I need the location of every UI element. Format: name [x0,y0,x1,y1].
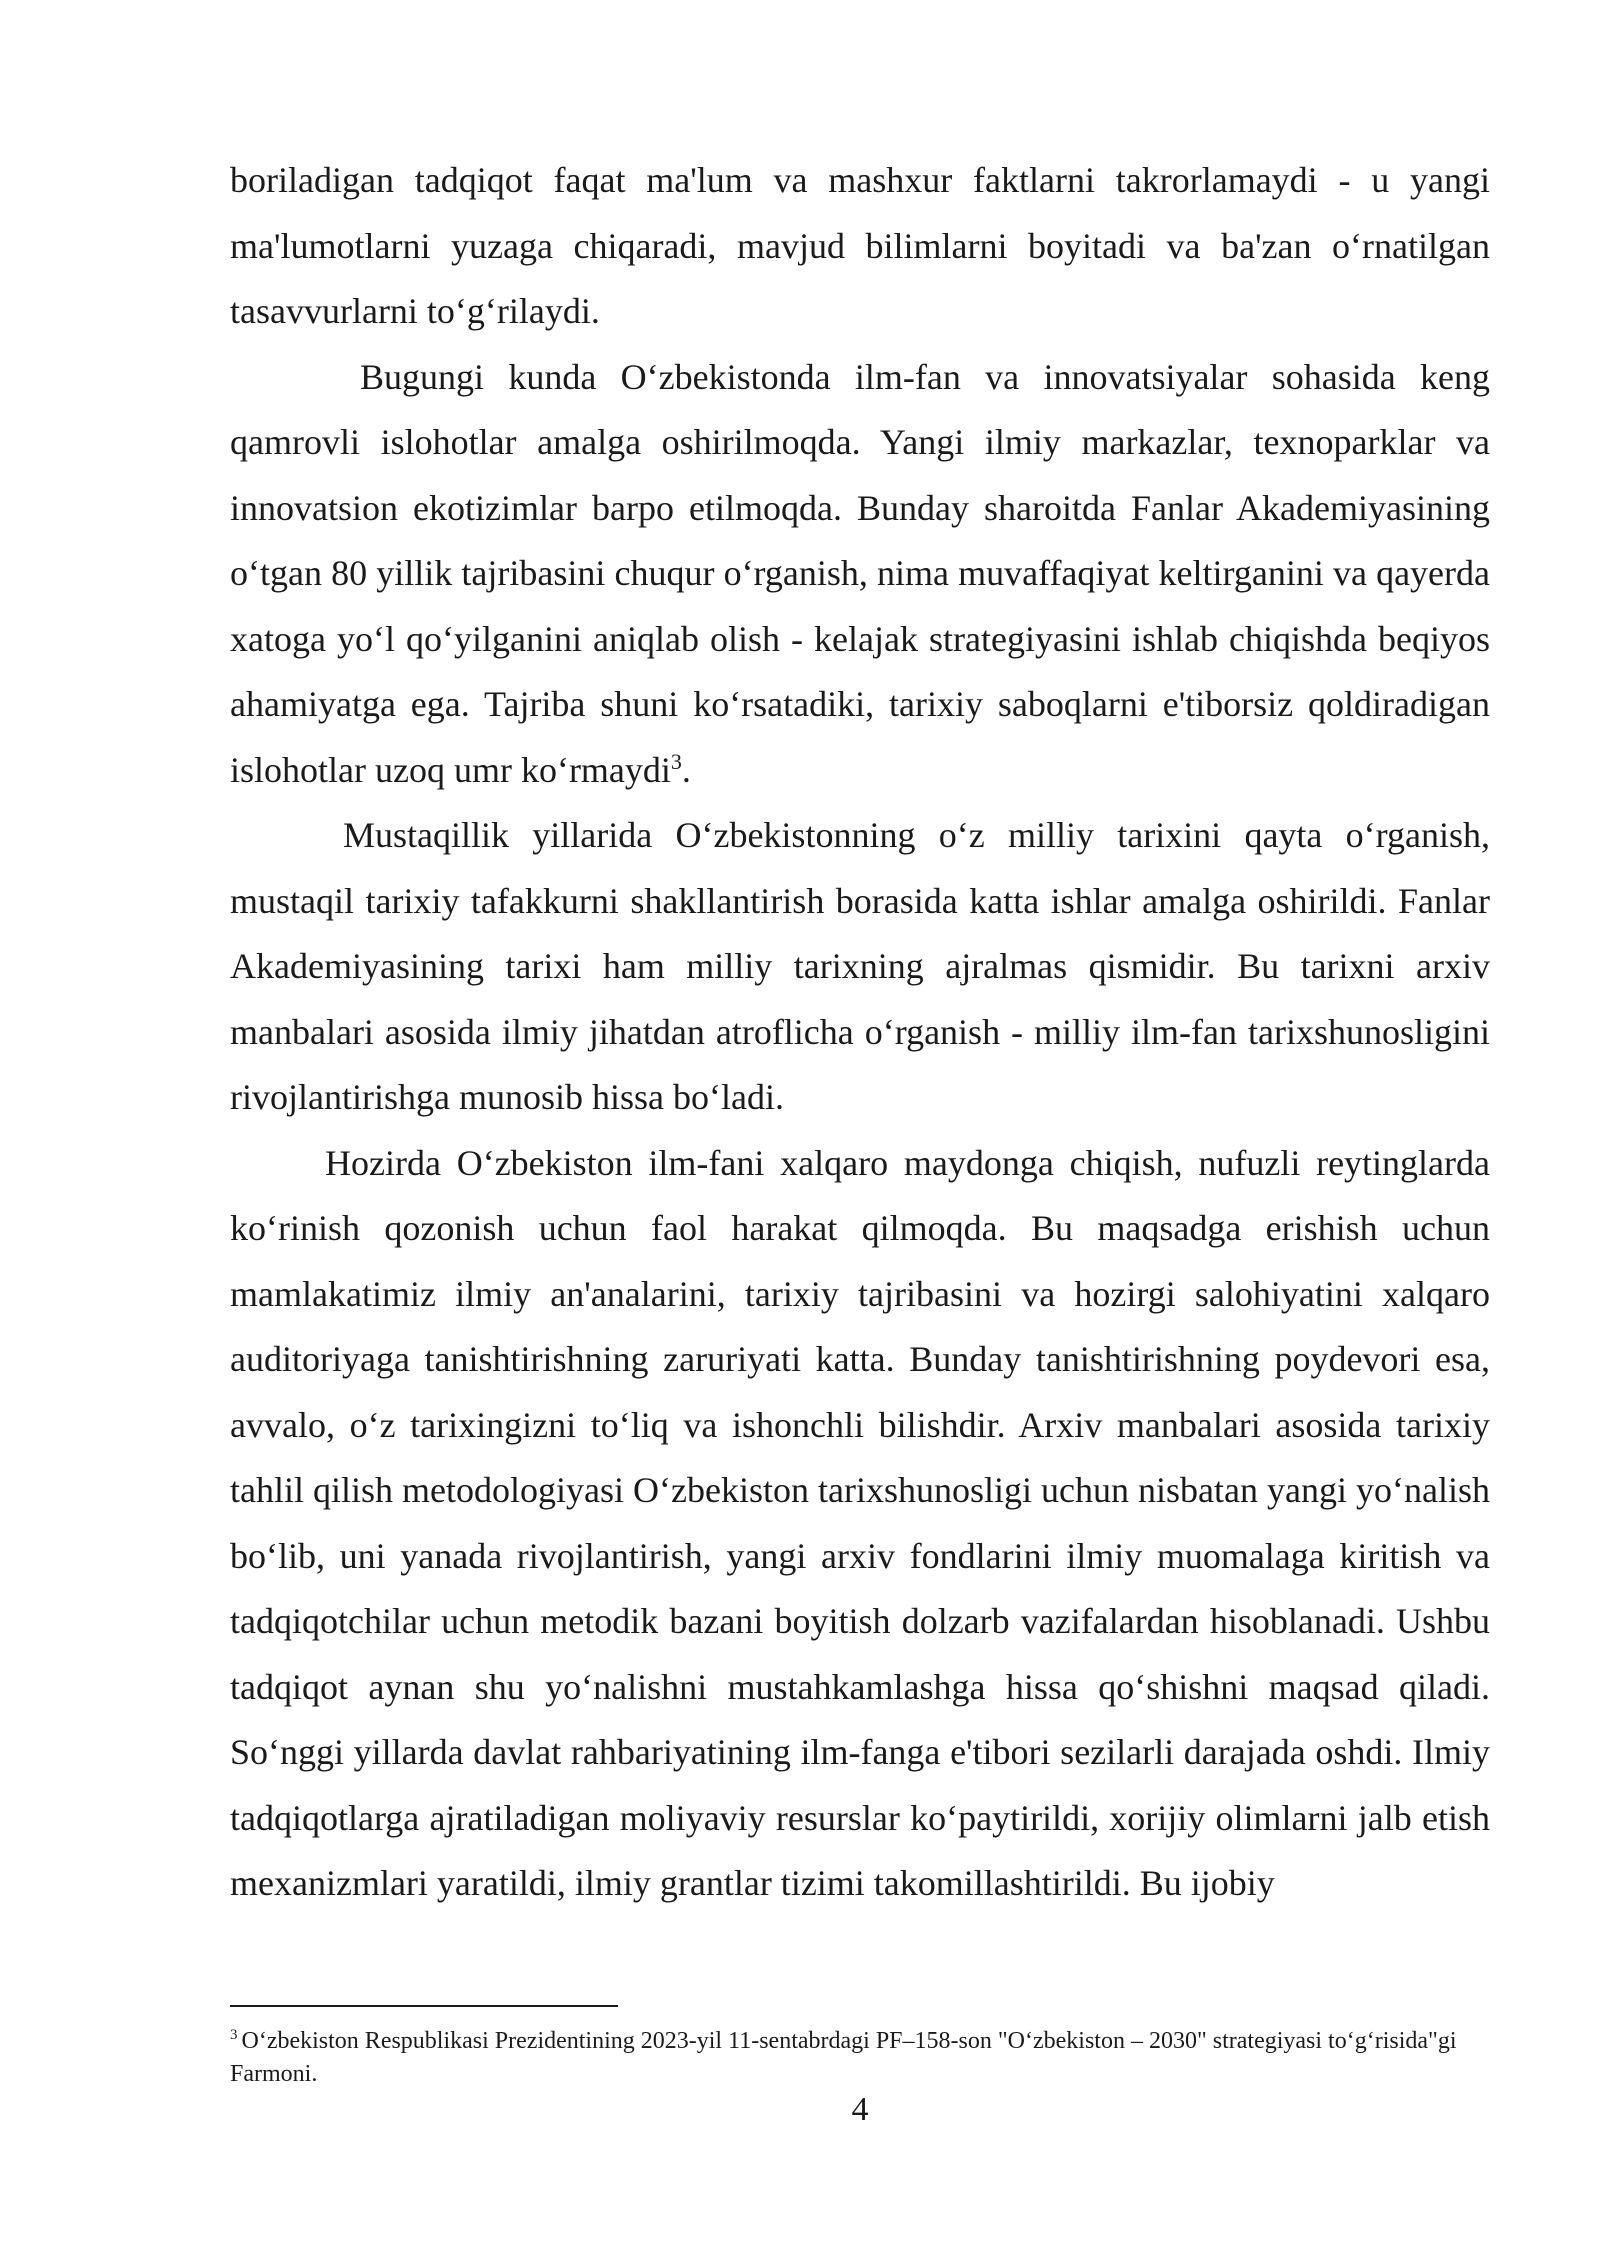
page-number: 4 [851,2091,869,2128]
footnote-reference[interactable]: 3 [670,748,682,774]
paragraph-3: Mustaqillik yillarida Oʻzbekistonning oʻz milliy tarixini qayta oʻrganish, mustaqil tarixiy tafakkurni shakllantirish borasida katta ishlar amalga oshirildi. Fanlar Akademiyasining tarixi ham milliy tarixning ajralmas qismidir. Bu tarixni arxiv manbalari asosida ilmiy jihatdan atroflicha oʻrganish - milliy ilm-fan tarixshunosligini rivojlantirishga munosib hissa boʻladi. [230,815,1490,1117]
footnote-number: 3 [230,2027,238,2043]
paragraph-4: Hozirda Oʻzbekiston ilm-fani xalqaro maydonga chiqish, nufuzli reytinglarda koʻrinish qozonish uchun faol harakat qilmoqda. Bu maqsadga erishish uchun mamlakatimiz ilmiy an'analarini, tarixiy tajribasini va hozirgi salohiyatini xalqaro auditoriyaga tanishtirishning zaruriyati katta. Bunday tanishtirishning poydevori esa, avvalo, oʻz tarixingizni toʻliq va ishonchli bilishdir. Arxiv manbalari asosida tarixiy tahlil qilish metodologiyasi Oʻzbekiston tarixshunosligi uchun nisbatan yangi yoʻnalish boʻlib, uni yanada rivojlantirish, yangi arxiv fondlarini ilmiy muomalaga kiritish va tadqiqotchilar uchun metodik bazani boyitish dolzarb vazifalardan hisoblanadi. Ushbu tadqiqot aynan shu yoʻnalishni mustahkamlashga hissa qoʻshishni maqsad qiladi. Soʻnggi yillarda davlat rahbariyatining ilm-fanga e'tibori sezilarli darajada oshdi. Ilmiy tadqiqotlarga ajratiladigan moliyaviy resurslar koʻpaytirildi, xorijiy olimlarni jalb etish mexanizmlari yaratildi, ilmiy grantlar tizimi takomillashtirildi. Bu ijobiy [230,1142,1490,1903]
paragraph-1: boriladigan tadqiqot faqat ma'lum va mashxur faktlarni takrorlamaydi - u yangi ma'lumotlarni yuzaga chiqaradi, mavjud bilimlarni boyitadi va ba'zan oʻrnatilgan tasavvurlarni toʻgʻrilaydi. [230,160,1490,331]
paragraph-2-text: Bugungi kunda Oʻzbekistonda ilm-fan va innovatsiyalar sohasida keng qamrovli islohotlar amalga oshirilmoqda. Yangi ilmiy markazlar, texnoparklar va innovatsion ekotizimlar barpo etilmoqda. Bunday sharoitda Fanlar Akademiyasining oʻtgan 80 yillik tajribasini chuqur oʻrganish, nima muvaffaqiyat keltirganini va qayerda xatoga yoʻl qoʻyilganini aniqlab olish - kelajak strategiyasini ishlab chiqishda beqiyos ahamiyatga ega. Tajriba shuni koʻrsatadiki, tarixiy saboqlarni e'tiborsiz qoldiradigan islohotlar uzoq umr koʻrmaydi [230,356,1490,790]
footnote [230,2025,1490,2091]
paragraph-2 [230,345,1490,804]
footnote-separator [230,2005,618,2007]
body-text [230,148,1490,1917]
paragraph-2-end: . [681,749,691,790]
footnote-text: Oʻzbekiston Respublikasi Prezidentining 2023-yil 11-sentabrdagi PF–158-son "Oʻzbekiston – 2030" strategiyasi toʻgʻrisida"gi Farmoni. [230,2028,1457,2087]
